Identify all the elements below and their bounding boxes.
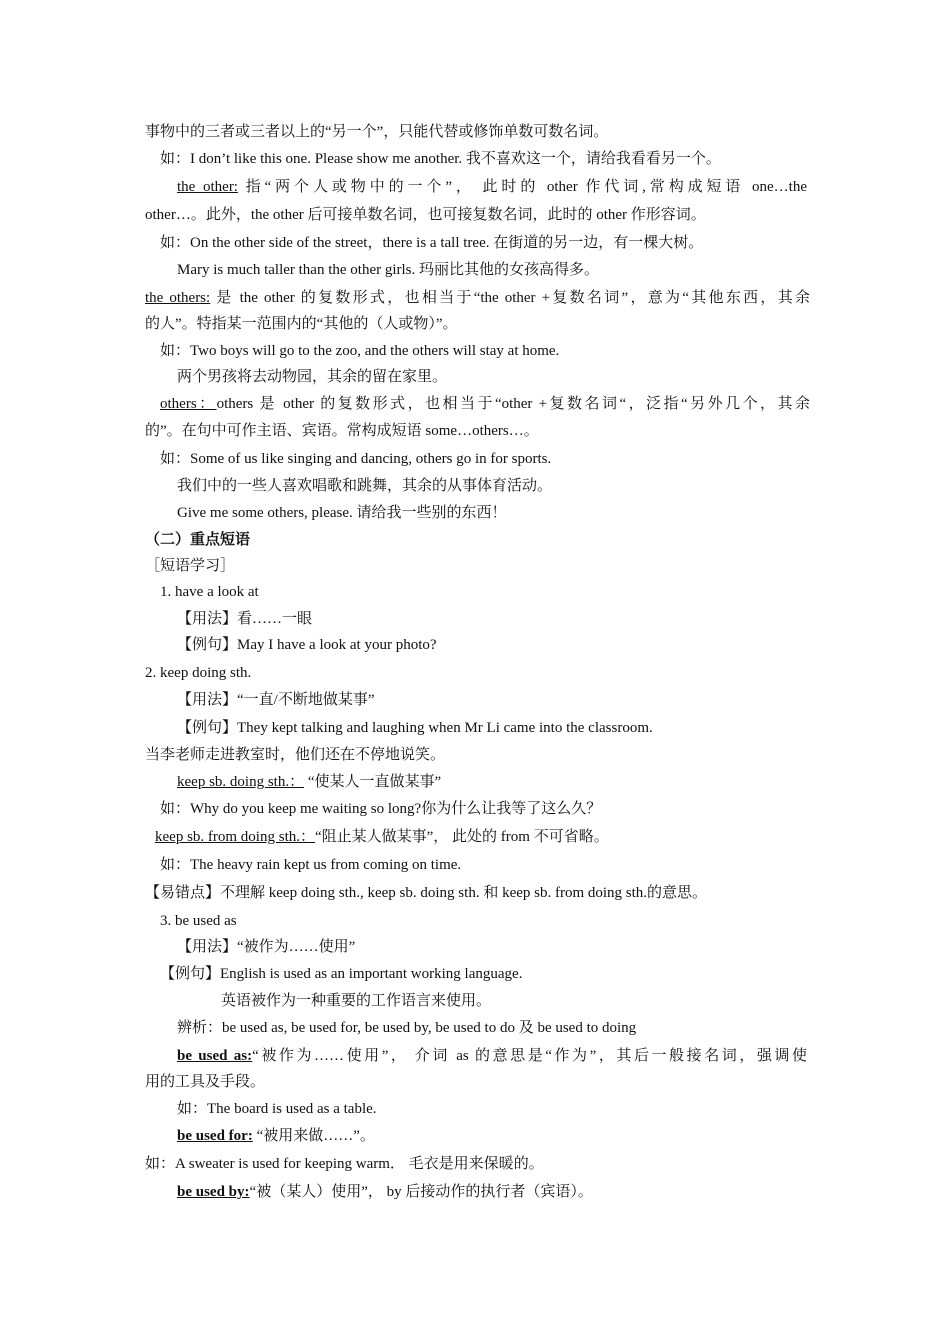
phrase-title: 2. keep doing sth. [145,665,252,681]
term-keep-sb-doing: keep sb. doing sth.： [177,774,305,790]
translation-line: 两个男孩将去动物园，其余的留在家里。 [177,369,448,385]
term-be-used-for: be used for: [177,1128,253,1144]
definition-text: 指“两个人或物中的一个”， 此时的 other 作代词,常构成短语 one…the [237,179,807,195]
term-be-used-as: be used as: [177,1048,253,1064]
example-line: 如：The board is used as a table. [177,1101,377,1117]
phrase-title: 1. have a look at [160,584,259,600]
example-line: 【例句】They kept talking and laughing when Mr Li came into the classroom. [177,720,653,736]
example-line: 如：On the other side of the street，there is a tall tree. 在街道的另一边，有一棵大树。 [160,235,704,251]
translation-line: 当李老师走进教室时，他们还在不停地说笑。 [145,747,446,763]
definition-text: “被作为……使用”， 介词 as 的意思是“作为”，其后一般接名词，强调使 [252,1048,807,1064]
section-heading: （二）重点短语 [145,532,251,548]
example-line: 【例句】May I have a look at your photo? [177,637,437,653]
example-line: Mary is much taller than the other girls. 玛丽比其他的女孩高得多。 [177,262,600,278]
example-line: 如：I don’t like this one. Please show me another. 我不喜欢这一个，请给我看看另一个。 [160,151,721,167]
example-line: Give me some others, please. 请给我一些别的东西！ [177,505,507,521]
comparison-line: 辨析：be used as, be used for, be used by, be used to do 及 be used to doing [177,1020,637,1036]
definition-keep-sb-from [155,827,820,849]
text-line: 的”。在句中可作主语、宾语。常构成短语 some…others…。 [145,423,539,439]
example-line: 如：A sweater is used for keeping warm． 毛衣是用来保暖的。 [145,1156,544,1172]
text-line: other…。此外，the other 后可接单数名词，也可接复数名词，此时的 other 作形容词。 [145,207,706,223]
definition-keep-sb-doing [177,772,842,794]
translation-line: 英语被作为一种重要的工作语言来使用。 [221,993,492,1009]
example-line: 如：Some of us like singing and dancing, others go in for sports. [160,451,552,467]
definition-be-used-for [177,1126,842,1148]
definition-be-used-by [177,1182,842,1204]
definition-be-used-as [177,1046,807,1068]
definition-text: others 是 other 的复数形式，也相当于“other +复数名词“，泛指“另外几个，其余 [216,396,810,412]
subsection-label: ［短语学习］ [145,558,236,574]
usage-line: 【用法】“被作为……使用” [177,939,356,955]
definition-text: 是 the other 的复数形式，也相当于“the other +复数名词”，意为“其他东西，其余 [210,290,810,306]
term-others: others： [160,396,217,412]
usage-line: 【用法】看……一眼 [177,611,313,627]
example-line: 【例句】English is used as an important working language. [160,966,523,982]
example-line: 如：Why do you keep me waiting so long?你为什么让我等了这么久？ [160,801,602,817]
definition-others [160,394,810,416]
usage-line: 【用法】“一直/不断地做某事” [177,692,375,708]
text-line: 用的工具及手段。 [145,1074,266,1090]
definition-the-others [145,288,810,310]
text-line: 的人”。特指某一范围内的“其他的（人或物）”。 [145,316,458,332]
term-keep-sb-from: keep sb. from doing sth.： [155,829,315,845]
pitfall-line: 【易错点】不理解 keep doing sth., keep sb. doing sth. 和 keep sb. from doing sth.的意思。 [145,885,708,901]
term-the-other: the other: [177,179,238,195]
definition-text: “被（某人）使用”， by 后接动作的执行者（宾语）。 [249,1184,593,1200]
term-the-others: the others: [145,290,211,306]
translation-line: 我们中的一些人喜欢唱歌和跳舞，其余的从事体育活动。 [177,478,553,494]
definition-text: “被用来做……”。 [252,1128,375,1144]
text-line: 事物中的三者或三者以上的“另一个”，只能代替或修饰单数可数名词。 [145,124,609,140]
phrase-title: 3. be used as [160,913,237,929]
definition-the-other [177,177,807,199]
term-be-used-by: be used by: [177,1184,250,1200]
example-line: 如：Two boys will go to the zoo, and the others will stay at home. [160,343,560,359]
example-line: 如：The heavy rain kept us from coming on time. [160,857,462,873]
definition-text: “使某人一直做某事” [304,774,442,790]
definition-text: “阻止某人做某事”， 此处的 from 不可省略。 [314,829,609,845]
